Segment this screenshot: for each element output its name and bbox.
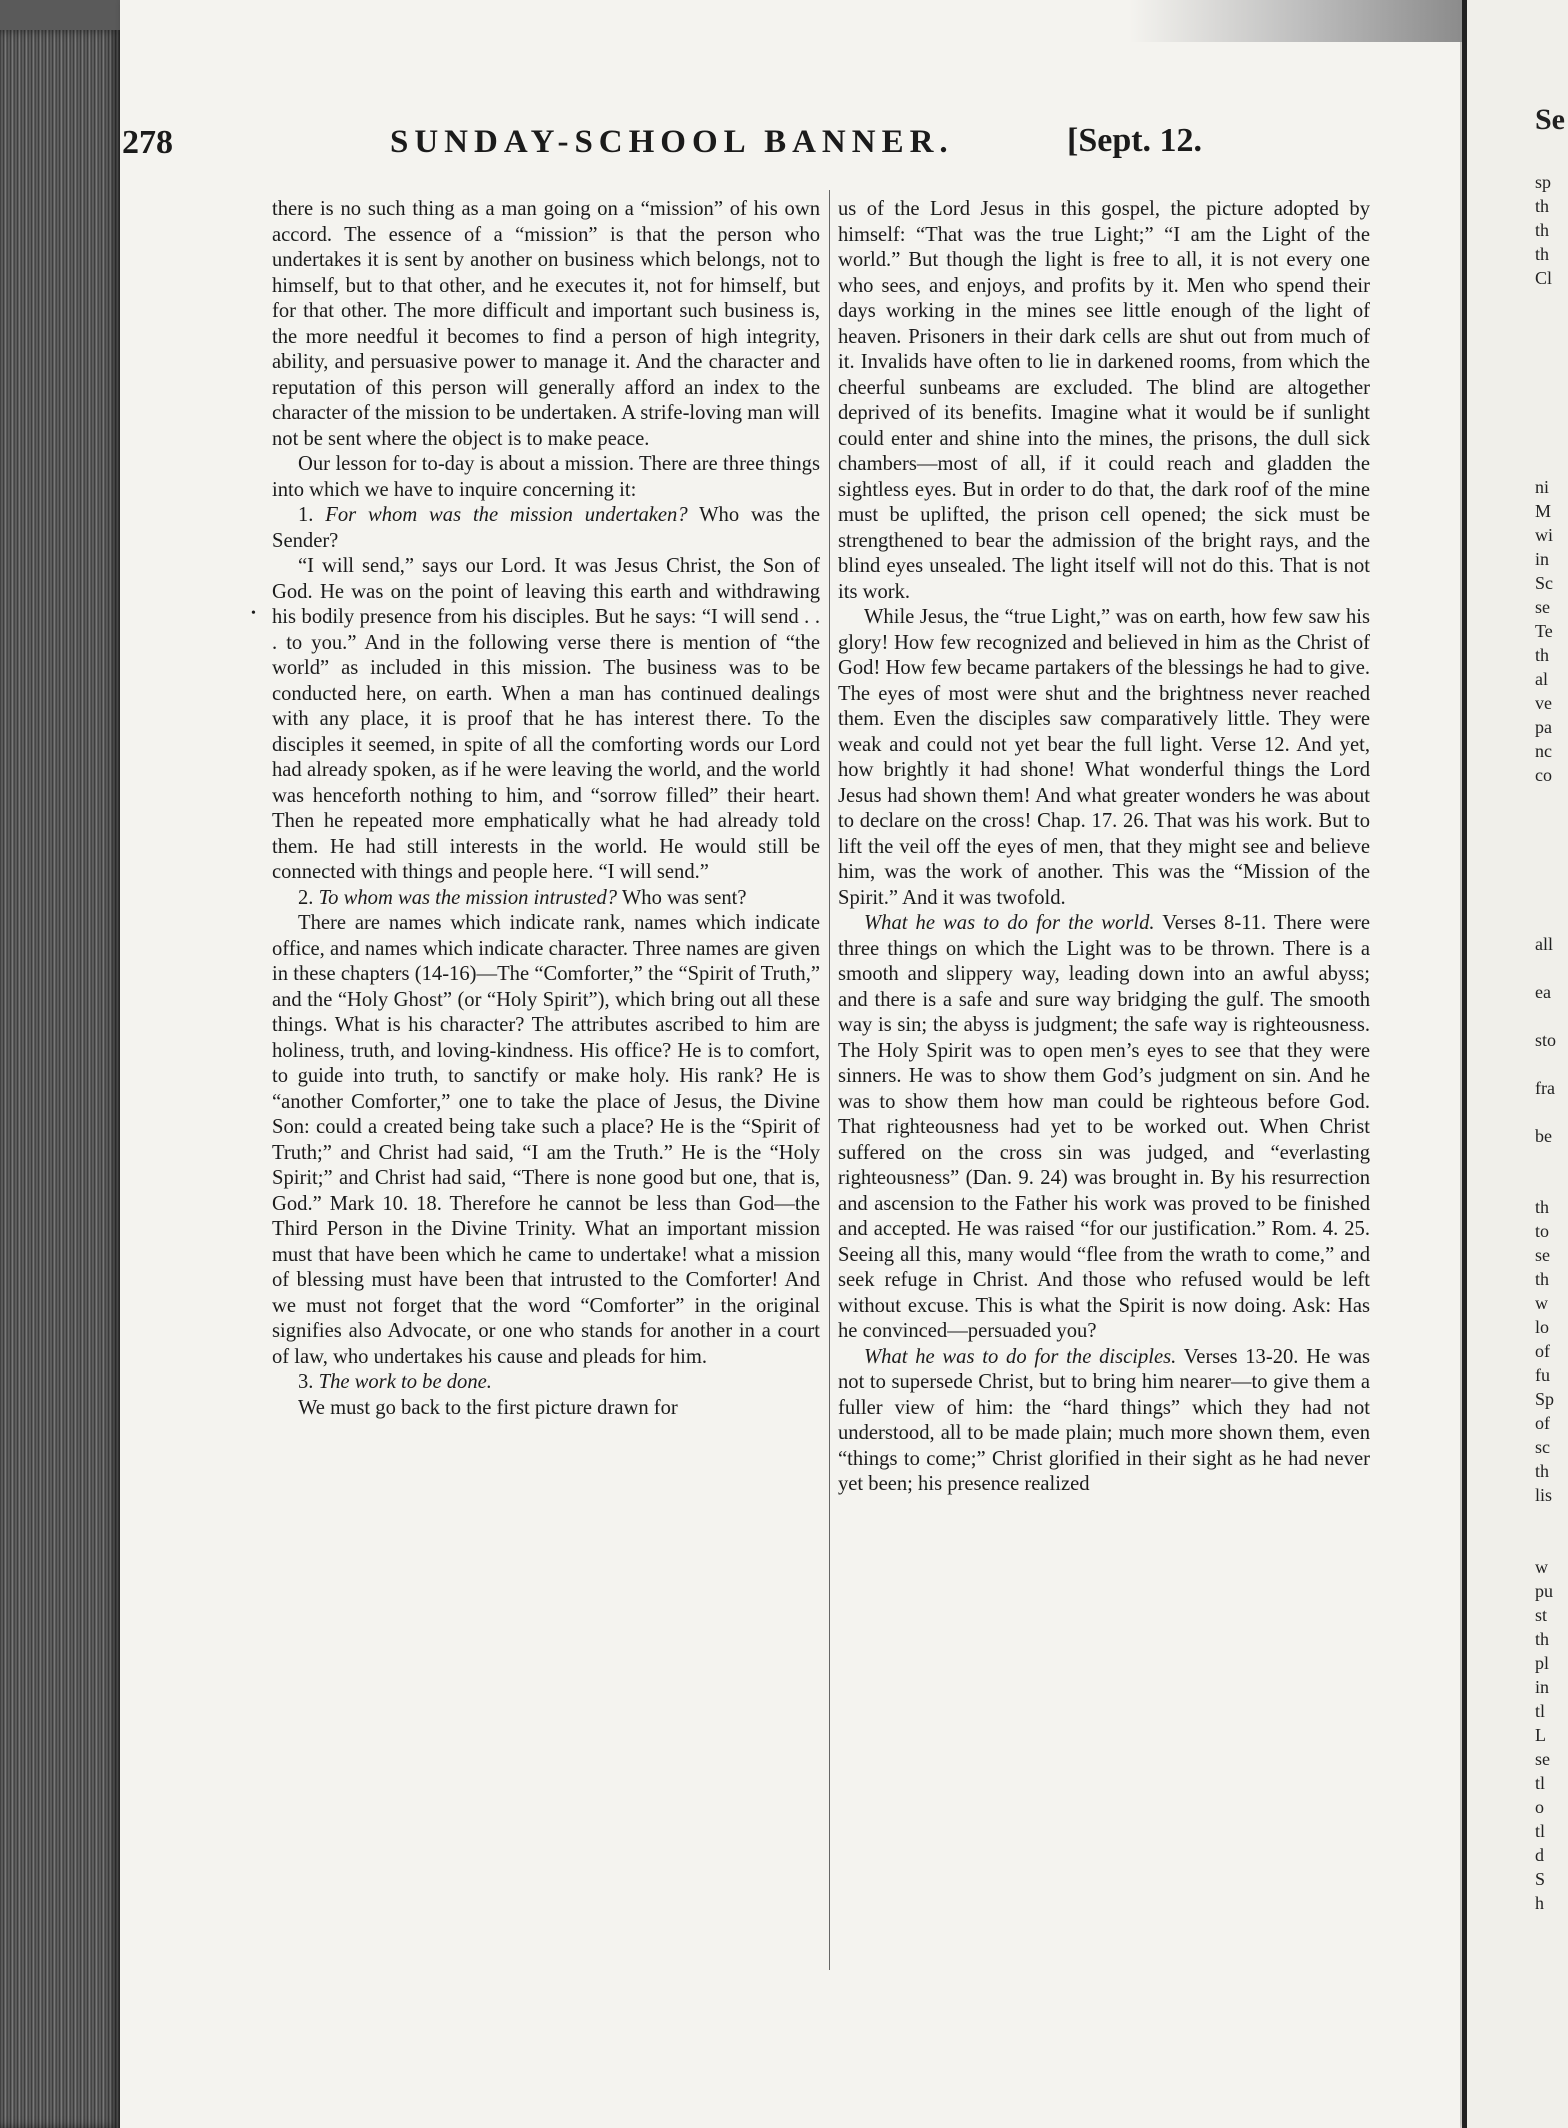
header-date: [Sept. 12. xyxy=(1067,122,1203,159)
paragraph: We must go back to the first picture drawn for xyxy=(298,1396,678,1419)
fragment-block-d: th to se th w lo of fu Sp of sc th lis xyxy=(1535,1197,1555,1505)
fragment-block-b: ni M wi in Sc se Te th al ve pa nc co xyxy=(1535,477,1553,785)
page-title: SUNDAY-SCHOOL BANNER. xyxy=(390,124,954,160)
heading-italic: The work to be done. xyxy=(318,1371,492,1393)
fragment-block-a: sp th th th Cl xyxy=(1535,172,1553,288)
heading-italic: To whom was the mission intrusted? xyxy=(318,886,618,909)
paragraph: there is no such thing as a man going on a “mission” of his own accord. The essence of a “mission” is that the person who undertakes it is sent by another on business which belongs, not to himself, but to that other, and he executes it, not for himself, but for that other. The more difficult and important such business is, the more needful it becomes to find a person of high integrity, ability, and persuasive power to manage it. And the character and reputation of this person will generally afford an index to the character of the mission to be undertaken. A strife-loving man will not be sent where the object is to make peace. xyxy=(272,198,820,450)
page-number: 278 xyxy=(122,124,173,161)
heading-italic: What he was to do for the world. xyxy=(864,912,1155,934)
paragraph: “I will send,” says our Lord. It was Jesus Christ, the Son of God. He was on the point of leaving this earth and withdrawing his bodily presence from his disciples. But he says: “I will send . . . to you.” And in the following verse there is mention of “the world” as included in this mission. The business was to be conducted here, on earth. When a man has continued dealings with any place, it is proof that he has interest there. To the disciples it seemed, in spite of all the comforting words our Lord had already spoken, as if he were leaving the world, and the world was henceforth nothing to him, and “sorrow filled” their heart. Then he repeated more emphatically what he had already told them. He had still interests in the world. He would still be connected with things and people here. “I will send.” xyxy=(272,555,820,883)
column-right xyxy=(838,197,1370,1498)
next-page-top: Se xyxy=(1535,103,1565,136)
paragraph: Our lesson for to-day is about a mission. There are three things into which we have to inquire concerning it: xyxy=(272,453,820,501)
section-heading-2: 2. To whom was the mission intrusted? Who was sent? xyxy=(298,886,747,909)
heading-italic: For whom was the mission undertaken? xyxy=(325,504,688,526)
paragraph: There are names which indicate rank, names which indicate office, and names which indicate character. Three names are given in these chapters (14-16)—The “Comforter,” the “Spirit of Truth,” and the “Holy Ghost” (or “Holy Spirit”), which bring out all these things. What is his character? The attributes ascribed to him are holiness, truth, and loving-kindness. His office? He is to comfort, to guide into truth, to sanctify or make holy. His rank? He is “another Comforter,” one to take the place of Jesus, the Divine Son: could a created being take such a place? He is the “Spirit of Truth;” and Christ had said, “I am the Truth.” He is the “Holy Spirit;” and Christ had said, “There is none good but one, that is, God.” Mark 10. 18. Therefore he cannot be less than God—the Third Person in the Divine Trinity. What an important mission must that have been which he came to undertake! what a mission of blessing must have been that intrusted to the Comforter! And we must not forget that the word “Comforter” in the original signifies also Advocate, or one who stands for another in a court of law, who undertakes his cause and pleads for him. xyxy=(272,912,820,1368)
margin-mark: • xyxy=(251,606,256,621)
heading-italic: What he was to do for the disciples. xyxy=(864,1345,1177,1368)
running-header xyxy=(0,112,1210,172)
book-page-edges xyxy=(0,30,120,2128)
fragment-block-e: w pu st th pl in tl L se tl o tl d S h xyxy=(1535,1557,1553,1913)
paragraph: While Jesus, the “true Light,” was on earth, how few saw his glory! How few recognized and believed in him as the Christ of God! How few became partakers of the blessings he had to give. The eyes of most were shut and the brightness never reached them. Even the disciples saw comparatively little. They were weak and could not yet bear the full light. Verse 12. And yet, how brightly it had shone! What wonderful things the Lord Jesus had shown them! And what greater wonders he was about to declare on the cross! Chap. 17. 26. That was his work. But to lift the veil off the eyes of men, that they might see and believe him, was the work of another. This was the “Mission of the Spirit.” And it was twofold. xyxy=(838,606,1370,909)
section-heading-3: 3. The work to be done. xyxy=(298,1371,492,1393)
subsection-world: What he was to do for the world. Verses 8-11. There were three things on which the Light was to be thrown. There is a smooth and slippery way, leading down into an awful abyss; and there is a safe and sure way bridging the gulf. The smooth way is sin; the abyss is judgment; the safe way is righteousness. The Holy Spirit was to open men’s eyes to see that they were sinners. He was to show them God’s judgment on sin. And he was to show them how man could be righteous before God. That righteousness had yet to be worked out. When Christ suffered on the cross sin was judged, and “everlasting righteousness” (Dan. 9. 24) was brought in. By his resurrection and ascension to the Father his work was proved to be finished and accepted. He was raised “for our justification.” Rom. 4. 25. Seeing all this, many would “flee from the wrath to come,” and seek refuge in Christ. And those who refused would be left without excuse. This is what the Spirit is now doing. Ask: Has he convinced—persuaded you? xyxy=(838,912,1370,1342)
paragraph: us of the Lord Jesus in this gospel, the picture adopted by himself: “That was the true Light;” “I am the Light of the world.” But though the light is free to all, it is not every one who sees, and enjoys, and profits by it. Men who spend their days working in the mines see little enough of the light of heaven. Prisoners in their dark cells are shut out from much of it. Invalids have often to lie in darkened rooms, from which the cheerful sunbeams are excluded. The blind are altogether deprived of its benefits. Imagine what it would be if sunlight could enter and shine into the mines, the prisons, the dull sick chambers—most of all, if it could reach and gladden the sightless eyes. But in order to do that, the dark roof of the mine must be uplifted, the prison cell opened; the sick must be strengthened to bear the admission of the bright rays, and the blind eyes unsealed. The light itself will not do this. That is not its work. xyxy=(838,198,1370,603)
column-divider xyxy=(829,190,830,1970)
fragment-block-c: all ea sto fra be xyxy=(1535,934,1557,1146)
section-heading-1: 1. For whom was the mission undertaken? Who was the Sender? xyxy=(272,504,821,552)
column-left xyxy=(272,197,820,1421)
subsection-disciples: What he was to do for the disciples. Verses 13-20. He was not to supersede Christ, but to bring him nearer—to give them a fuller view of him: the “hard things” which they had not understood, all to be made plain; much more shown them, even “things to come;” Christ glorified in their sight as he had never yet been; his presence realized xyxy=(838,1345,1370,1495)
